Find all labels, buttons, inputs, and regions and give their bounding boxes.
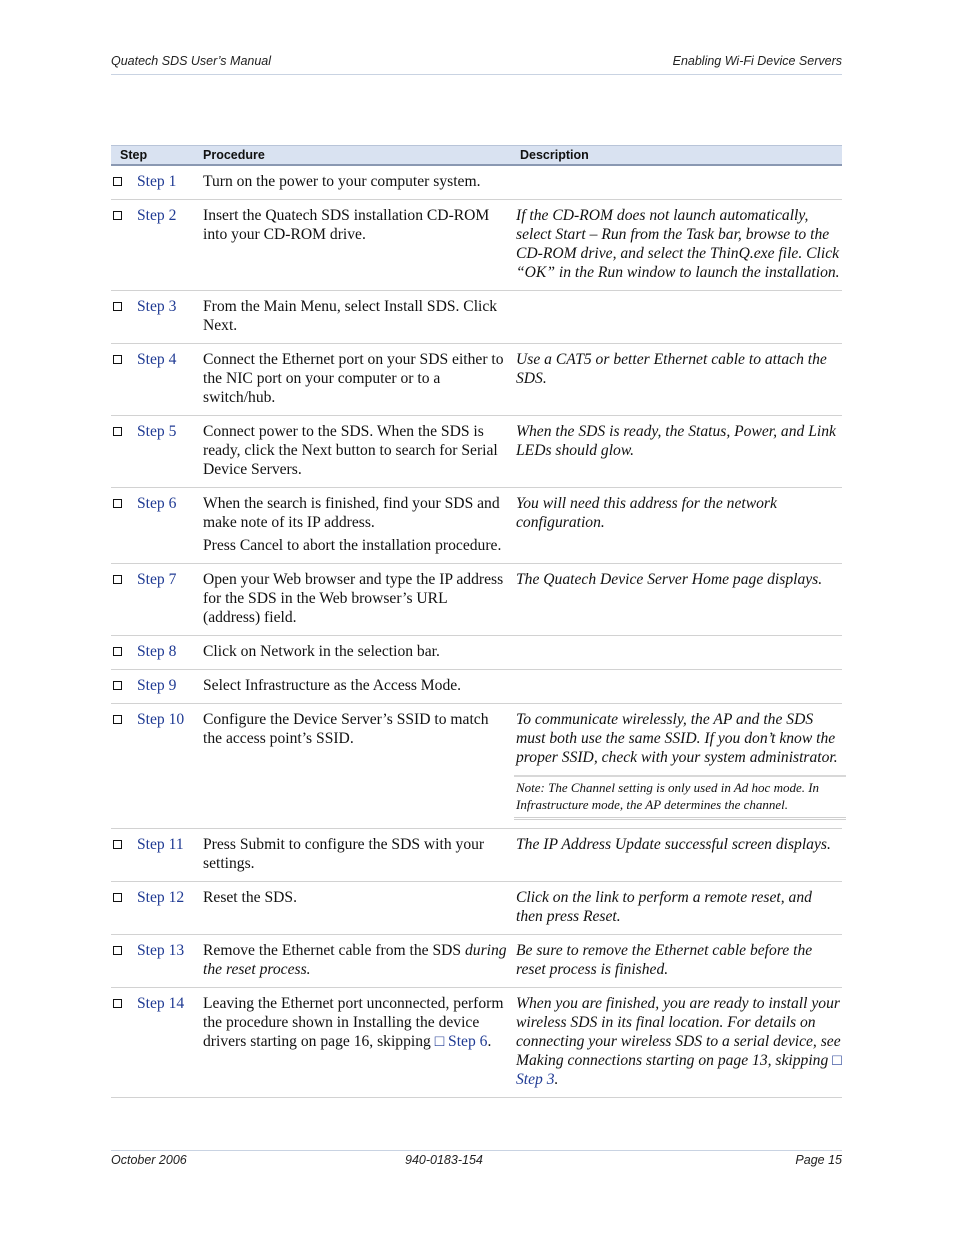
- table-row: [111, 344, 842, 416]
- description-text: When the SDS is ready, the Status, Power, and Link LEDs should glow.: [516, 423, 836, 459]
- description-text: Click on the link to perform a remote reset, and then press Reset.: [516, 889, 812, 925]
- procedure-line: From the Main Menu, select Install SDS. Click Next.: [203, 298, 498, 334]
- procedure-cell: [203, 416, 512, 488]
- description-cell: [512, 882, 842, 935]
- description-cell: [512, 829, 842, 882]
- description-tail: .: [554, 1071, 559, 1088]
- procedure-line: Leaving the Ethernet port unconnected, perform the procedure shown in Installing the device drivers starting on page 16, skipping: [203, 995, 504, 1050]
- cross-reference-link[interactable]: □ Step 6: [434, 1033, 488, 1050]
- procedure-line: Click on Network in the selection bar.: [203, 643, 440, 660]
- step-link[interactable]: Step 12: [137, 889, 185, 906]
- table-row: [111, 670, 842, 704]
- checkbox-icon[interactable]: [113, 302, 122, 311]
- procedure-text: [203, 350, 508, 407]
- step-link[interactable]: Step 6: [137, 495, 177, 512]
- description-cell: [512, 988, 842, 1098]
- description-cell: [512, 291, 842, 344]
- step-link[interactable]: Step 1: [137, 173, 177, 190]
- step-link[interactable]: Step 3: [137, 298, 177, 315]
- procedure-line: When the search is finished, find your SDS and make note of its IP address.: [203, 495, 500, 531]
- procedure-text: [203, 297, 508, 335]
- step-cell: [111, 935, 203, 988]
- step-cell: [111, 636, 203, 670]
- table-row: [111, 165, 842, 200]
- table-row: [111, 829, 842, 882]
- description-text: If the CD-ROM does not launch automatically, select Start – Run from the Task bar, browse to the CD-ROM drive, and select the ThinQ.exe file. Click “OK” in the Run window to launch the installation.: [516, 207, 840, 281]
- step-cell: [111, 200, 203, 291]
- footer-page-number: Page 15: [795, 1153, 842, 1167]
- table-row: [111, 935, 842, 988]
- procedure-line: Turn on the power to your computer system.: [203, 173, 481, 190]
- procedure-line: Connect the Ethernet port on your SDS either to the NIC port on your computer or to a switch/hub.: [203, 351, 504, 406]
- step-link[interactable]: Step 5: [137, 423, 177, 440]
- procedure-text: [203, 172, 508, 191]
- step-link[interactable]: Step 7: [137, 571, 177, 588]
- step-link[interactable]: Step 8: [137, 643, 177, 660]
- step-cell: [111, 670, 203, 704]
- procedure-line: Select Infrastructure as the Access Mode.: [203, 677, 462, 694]
- table-row: [111, 882, 842, 935]
- column-header-procedure: Procedure: [203, 146, 512, 166]
- procedure-line: Connect power to the SDS. When the SDS is ready, click the Next button to search for Serial Device Servers.: [203, 423, 498, 478]
- procedure-line: Open your Web browser and type the IP address for the SDS in the Web browser’s URL (address) field.: [203, 571, 504, 626]
- step-cell: [111, 416, 203, 488]
- procedure-cell: [203, 291, 512, 344]
- procedure-text: [203, 888, 508, 907]
- column-header-description: Description: [512, 146, 842, 166]
- footer-doc-number: 940-0183-154: [405, 1153, 483, 1167]
- step-link[interactable]: Step 11: [137, 836, 184, 853]
- procedure-cell: [203, 935, 512, 988]
- description-cell: [512, 704, 842, 829]
- page-footer: [111, 1150, 842, 1171]
- table-row: [111, 636, 842, 670]
- step-cell: [111, 829, 203, 882]
- procedure-cell: [203, 200, 512, 291]
- page-header: [111, 54, 842, 75]
- procedure-text: [203, 676, 508, 695]
- checkbox-icon[interactable]: [113, 715, 122, 724]
- procedure-italic-text: during the reset process.: [203, 942, 507, 978]
- description-text: Be sure to remove the Ethernet cable before the reset process is finished.: [516, 942, 813, 978]
- procedure-line: Press Cancel to abort the installation procedure.: [203, 537, 502, 554]
- procedure-tail: .: [487, 1033, 492, 1050]
- procedure-text: [203, 941, 508, 979]
- procedure-line: Reset the SDS.: [203, 889, 297, 906]
- step-link[interactable]: Step 13: [137, 942, 185, 959]
- table-row: [111, 416, 842, 488]
- procedure-text: [203, 642, 508, 661]
- step-cell: [111, 165, 203, 200]
- table-header-row: [111, 146, 842, 166]
- step-cell: [111, 988, 203, 1098]
- step-cell: [111, 564, 203, 636]
- description-cell: [512, 488, 842, 564]
- checkbox-icon[interactable]: [113, 575, 122, 584]
- checkbox-icon[interactable]: [113, 647, 122, 656]
- checkbox-icon[interactable]: [113, 211, 122, 220]
- note-box: Note: The Channel setting is only used in Ad hoc mode. In Infrastructure mode, the AP determines the channel.: [514, 775, 846, 820]
- procedure-cell: [203, 165, 512, 200]
- procedure-cell: [203, 564, 512, 636]
- procedure-text: [203, 206, 508, 244]
- description-cell: [512, 344, 842, 416]
- description-cell: [512, 670, 842, 704]
- table-row: [111, 291, 842, 344]
- description-text: You will need this address for the network configuration.: [516, 495, 777, 531]
- procedure-cell: [203, 882, 512, 935]
- procedure-line: Press Submit to configure the SDS with your settings.: [203, 836, 485, 872]
- checkbox-icon[interactable]: [113, 999, 122, 1008]
- procedure-text: [203, 835, 508, 873]
- step-link[interactable]: Step 14: [137, 995, 185, 1012]
- description-text: Use a CAT5 or better Ethernet cable to attach the SDS.: [516, 351, 827, 387]
- step-cell: [111, 344, 203, 416]
- description-text: To communicate wirelessly, the AP and the SDS must both use the same SSID. If you don’t know the proper SSID, check with your system administrator.: [516, 711, 838, 766]
- description-cell: [512, 636, 842, 670]
- procedure-cell: [203, 344, 512, 416]
- procedure-cell: [203, 670, 512, 704]
- checkbox-icon[interactable]: [113, 946, 122, 955]
- checkbox-icon[interactable]: [113, 355, 122, 364]
- step-link[interactable]: Step 9: [137, 677, 177, 694]
- description-cell: [512, 165, 842, 200]
- procedure-line: Configure the Device Server’s SSID to match the access point’s SSID.: [203, 711, 489, 747]
- cross-reference-link[interactable]: □ Step 3: [516, 1052, 842, 1088]
- step-link[interactable]: Step 2: [137, 207, 177, 224]
- checkbox-icon[interactable]: [113, 681, 122, 690]
- step-cell: [111, 882, 203, 935]
- step-link[interactable]: Step 10: [137, 711, 185, 728]
- procedure-cell: [203, 704, 512, 829]
- table-row: [111, 200, 842, 291]
- step-cell: [111, 488, 203, 564]
- procedure-cell: [203, 636, 512, 670]
- description-cell: [512, 416, 842, 488]
- description-text: The Quatech Device Server Home page displays.: [516, 571, 823, 588]
- procedure-cell: [203, 988, 512, 1098]
- checkbox-icon[interactable]: [113, 177, 122, 186]
- description-text: The IP Address Update successful screen displays.: [516, 836, 831, 853]
- procedure-text: [203, 536, 508, 555]
- checkbox-icon[interactable]: [113, 893, 122, 902]
- procedure-table: [111, 145, 842, 1098]
- table-row: [111, 704, 842, 829]
- description-cell: [512, 200, 842, 291]
- table-row: [111, 488, 842, 564]
- step-cell: [111, 291, 203, 344]
- procedure-text: [203, 710, 508, 748]
- procedure-text: [203, 422, 508, 479]
- table-row: [111, 988, 842, 1098]
- description-text: When you are finished, you are ready to install your wireless SDS in its final location. For details on connecting your wireless SDS to a serial device, see Making connections starting on page 13, skipping: [516, 995, 841, 1069]
- procedure-text: [203, 494, 508, 532]
- procedure-cell: [203, 829, 512, 882]
- checkbox-icon[interactable]: [113, 499, 122, 508]
- procedure-line: Remove the Ethernet cable from the SDS: [203, 942, 462, 959]
- procedure-text: [203, 994, 508, 1051]
- table-row: [111, 564, 842, 636]
- checkbox-icon[interactable]: [113, 840, 122, 849]
- procedure-cell: [203, 488, 512, 564]
- description-cell: [512, 564, 842, 636]
- procedure-line: Insert the Quatech SDS installation CD-ROM into your CD-ROM drive.: [203, 207, 490, 243]
- footer-date: October 2006: [111, 1153, 187, 1167]
- description-cell: [512, 935, 842, 988]
- column-header-step: Step: [111, 146, 203, 166]
- checkbox-icon[interactable]: [113, 427, 122, 436]
- header-manual-title: Quatech SDS User’s Manual: [111, 54, 272, 68]
- procedure-text: [203, 570, 508, 627]
- header-section-title: Enabling Wi-Fi Device Servers: [672, 54, 842, 68]
- step-link[interactable]: Step 4: [137, 351, 177, 368]
- step-cell: [111, 704, 203, 829]
